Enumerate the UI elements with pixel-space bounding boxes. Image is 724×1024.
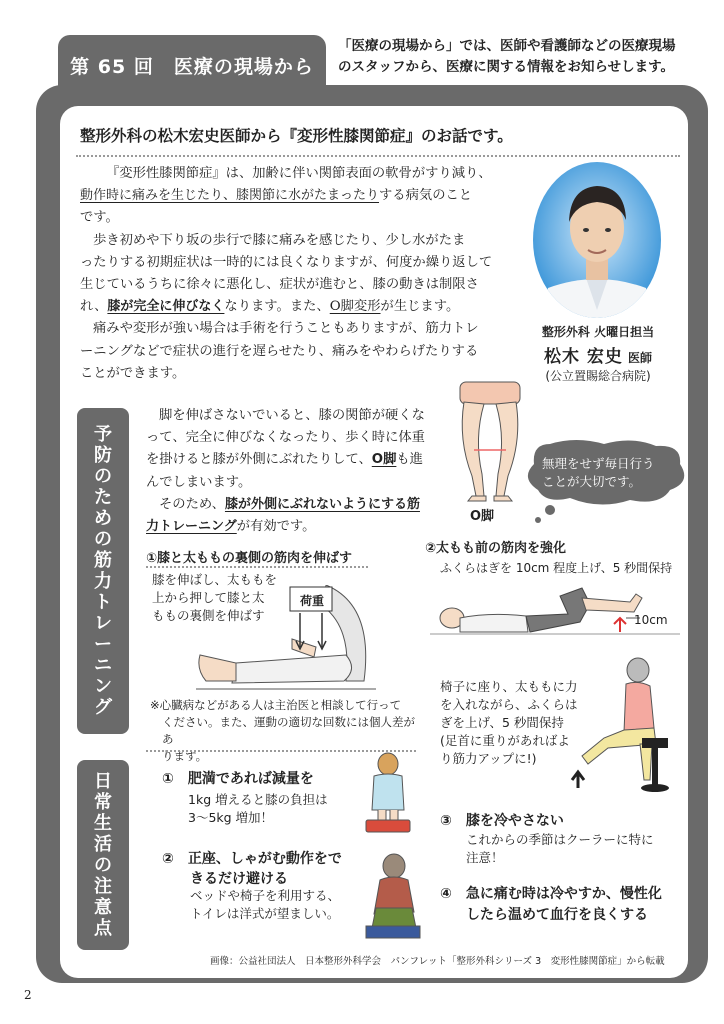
desc-line: トイレは洋式が望ましい。 (190, 906, 340, 921)
text-line: ーニングなどで症状の進行を遅らせたり、痛みをやわらげたりする (80, 343, 479, 359)
text-span: が有効です。 (236, 519, 316, 535)
text-span: する病気のこと (379, 188, 473, 204)
doctor-title: 医師 (628, 351, 653, 365)
tab-char: 筋 (94, 550, 112, 571)
text-line: ったりする初期症状は一時的には良くなりますが、何度か繰り返して (80, 254, 493, 270)
tip-text: 膝を冷やさない (465, 813, 564, 829)
doctor-hospital: (公立置賜総合病院) (545, 369, 651, 383)
desc-line: 1kg 増えると膝の負担は (188, 792, 328, 807)
desc-line: ももの裏側を伸ばす (152, 608, 265, 623)
text-line: 『変形性膝関節症』は、加齢に伴い関節表面の軟骨がすり減り、 (106, 166, 492, 181)
desc-line: り筋力アップに!) (440, 751, 537, 766)
tab-char: 予 (94, 424, 112, 445)
tip-number: ④ (440, 886, 452, 902)
tab-char: グ (94, 697, 112, 718)
bubble-text (542, 455, 655, 491)
emphasis: O脚変形 (329, 299, 381, 315)
tab-char: め (94, 508, 112, 529)
tip-number: ① (162, 771, 174, 787)
daily-life-tab (77, 760, 129, 950)
text-line (146, 449, 446, 471)
bubble-line: ことが大切です。 (542, 474, 642, 489)
emphasis: 膝が完全に伸びなく (107, 299, 225, 315)
desc-line: 3～5kg 増加！ (188, 810, 274, 825)
tab-char: ト (94, 592, 112, 613)
text-span: れ、 (80, 299, 108, 315)
desc-line: を入れながら、ふくらは (440, 697, 578, 712)
prevention-text (146, 405, 446, 538)
divider (76, 155, 680, 157)
stretch-illustration (196, 585, 376, 693)
text-span: が生じます。 (380, 299, 460, 315)
desc-line: これからの季節はクーラーに特に (466, 832, 654, 847)
measure-label: 10cm (634, 613, 668, 627)
text-line: 歩き初めや下り坂の歩行で膝に痛みを感じたり、少し水がたま (93, 232, 466, 248)
text-line: 痛みや変形が強い場合は手術を行うこともありますが、筋力トレ (93, 321, 479, 337)
tab-char: ー (94, 634, 112, 655)
tip-text: 急に痛む時は冷やすか、慢性化 (465, 886, 662, 902)
exercise2-desc: ふくらはぎを 10cm 程度上げ、5 秒間保持 (440, 561, 673, 575)
desc-line: 膝を伸ばし、太ももを (152, 572, 278, 587)
tab-char: の (94, 466, 112, 487)
tip4-title (440, 883, 662, 903)
exercise3-desc (440, 678, 578, 768)
tab-char: の (94, 529, 112, 550)
tip1-title (162, 768, 314, 788)
desc-line: ぎを上げ、5 秒間保持 (440, 715, 564, 730)
tip2-title (162, 848, 342, 868)
tab-char: ン (94, 676, 112, 697)
doctor-info (516, 323, 680, 384)
emphasis: O脚 (371, 452, 397, 468)
note-line: ※心臓病などがある人は主治医と相談して行って (150, 698, 402, 712)
tip-text: 肥満であれば減量を (187, 771, 314, 787)
text-span: そのため、 (159, 496, 225, 512)
tab-char: 生 (94, 813, 112, 834)
tip-number: ③ (440, 813, 452, 829)
tab-char: 点 (94, 918, 112, 939)
doctor-portrait (530, 160, 664, 320)
headline: 整形外科の松木宏史医師から『変形性膝関節症』のお話です。 (80, 127, 513, 145)
tip3-desc (466, 831, 654, 867)
leg-raise-illustration (430, 582, 680, 642)
tab-char: レ (94, 613, 112, 634)
tab-char: 意 (94, 897, 112, 918)
text-line: 生じているうちに徐々に悪化し、症状が進むと、膝の動きは制限さ (80, 277, 479, 293)
tab-char: 力 (94, 571, 112, 592)
tab-char: の (94, 855, 112, 876)
doctor-name: 松木 宏史 (543, 347, 623, 367)
intro-text (80, 163, 520, 385)
intro-line: 「医療の現場から」では、医師や看護師などの医療現場 (338, 38, 676, 54)
text-line: んでしまいます。 (146, 474, 252, 490)
doctor-dept: 整形外科 火曜日担当 (541, 325, 655, 339)
text-line (146, 494, 446, 516)
doctor-name-line (516, 342, 680, 367)
tab-char: ニ (94, 655, 112, 676)
image-credit: 画像：公益社団法人 日本整形外科学会 パンフレット「整形外科シリーズ 3 変形性膝関節症」から転載 (210, 956, 665, 967)
tip4-title-cont: したら温めて血行を良くする (466, 907, 648, 923)
emphasis: 膝が外側にぶれないようにする筋 (224, 496, 420, 512)
weight-label: 荷重 (300, 594, 325, 608)
tab-char: 注 (94, 876, 112, 897)
tip-text: 正座、しゃがむ動作をで (187, 851, 342, 867)
tab-char: 防 (94, 445, 112, 466)
note-line: ください。また、運動の適切な回数には個人差があ (162, 715, 415, 746)
text-line (80, 185, 520, 207)
desc-line: 注意！ (466, 850, 504, 865)
text-line: です。 (80, 210, 119, 226)
page-number: 2 (24, 988, 32, 1002)
divider (146, 566, 368, 568)
tip3-title (440, 810, 564, 830)
text-line: 脚を伸ばさないでいると、膝の関節が硬くな (159, 408, 425, 423)
text-span: も進 (396, 452, 423, 468)
text-line: って、完全に伸びなくなったり、歩く時に体重 (146, 430, 425, 446)
o-leg-label: O脚 (470, 509, 495, 524)
tab-char: 日 (94, 771, 112, 792)
kneeling-illustration (362, 852, 424, 942)
o-leg-illustration (454, 380, 526, 510)
emphasis: 動作時に痛みを生じたり、膝関節に水がたまったり (80, 188, 380, 204)
exercise2-title: ②太もも前の筋肉を強化 (425, 541, 567, 556)
exercise1-title: ①膝と太ももの裏側の筋肉を伸ばす (146, 551, 353, 566)
desc-line: 椅子に座り、太ももに力 (440, 679, 578, 694)
seated-exercise-illustration (568, 656, 680, 796)
scale-illustration (362, 752, 414, 834)
text-span: なります。また、 (224, 299, 330, 315)
prevention-tab (77, 408, 129, 734)
tab-char: 常 (94, 792, 112, 813)
column-intro (338, 36, 708, 78)
text-line: ことができます。 (80, 365, 186, 381)
issue-tab: 第 65 回 医療の現場から (58, 35, 326, 95)
emphasis: 力トレーニング (146, 519, 237, 535)
note-line: ります。 (162, 749, 208, 763)
text-line (146, 516, 446, 538)
tip2-desc (190, 887, 340, 923)
tab-char: 活 (94, 834, 112, 855)
desc-line: (足首に重りがあればよ (440, 733, 570, 748)
intro-line: のスタッフから、医療に関する情報をお知らせします。 (338, 59, 675, 75)
bubble-line: 無理をせず毎日行う (542, 456, 655, 471)
tip1-desc (188, 791, 328, 827)
text-line (80, 296, 520, 318)
desc-line: 上から押して膝と太 (152, 590, 265, 605)
tip2-title-cont: きるだけ避ける (190, 871, 288, 887)
desc-line: ベッドや椅子を利用する、 (190, 888, 341, 903)
tip-number: ② (162, 851, 174, 867)
tab-char: た (94, 487, 112, 508)
text-span: を掛けると膝が外側にぶれたりして、 (146, 452, 372, 468)
